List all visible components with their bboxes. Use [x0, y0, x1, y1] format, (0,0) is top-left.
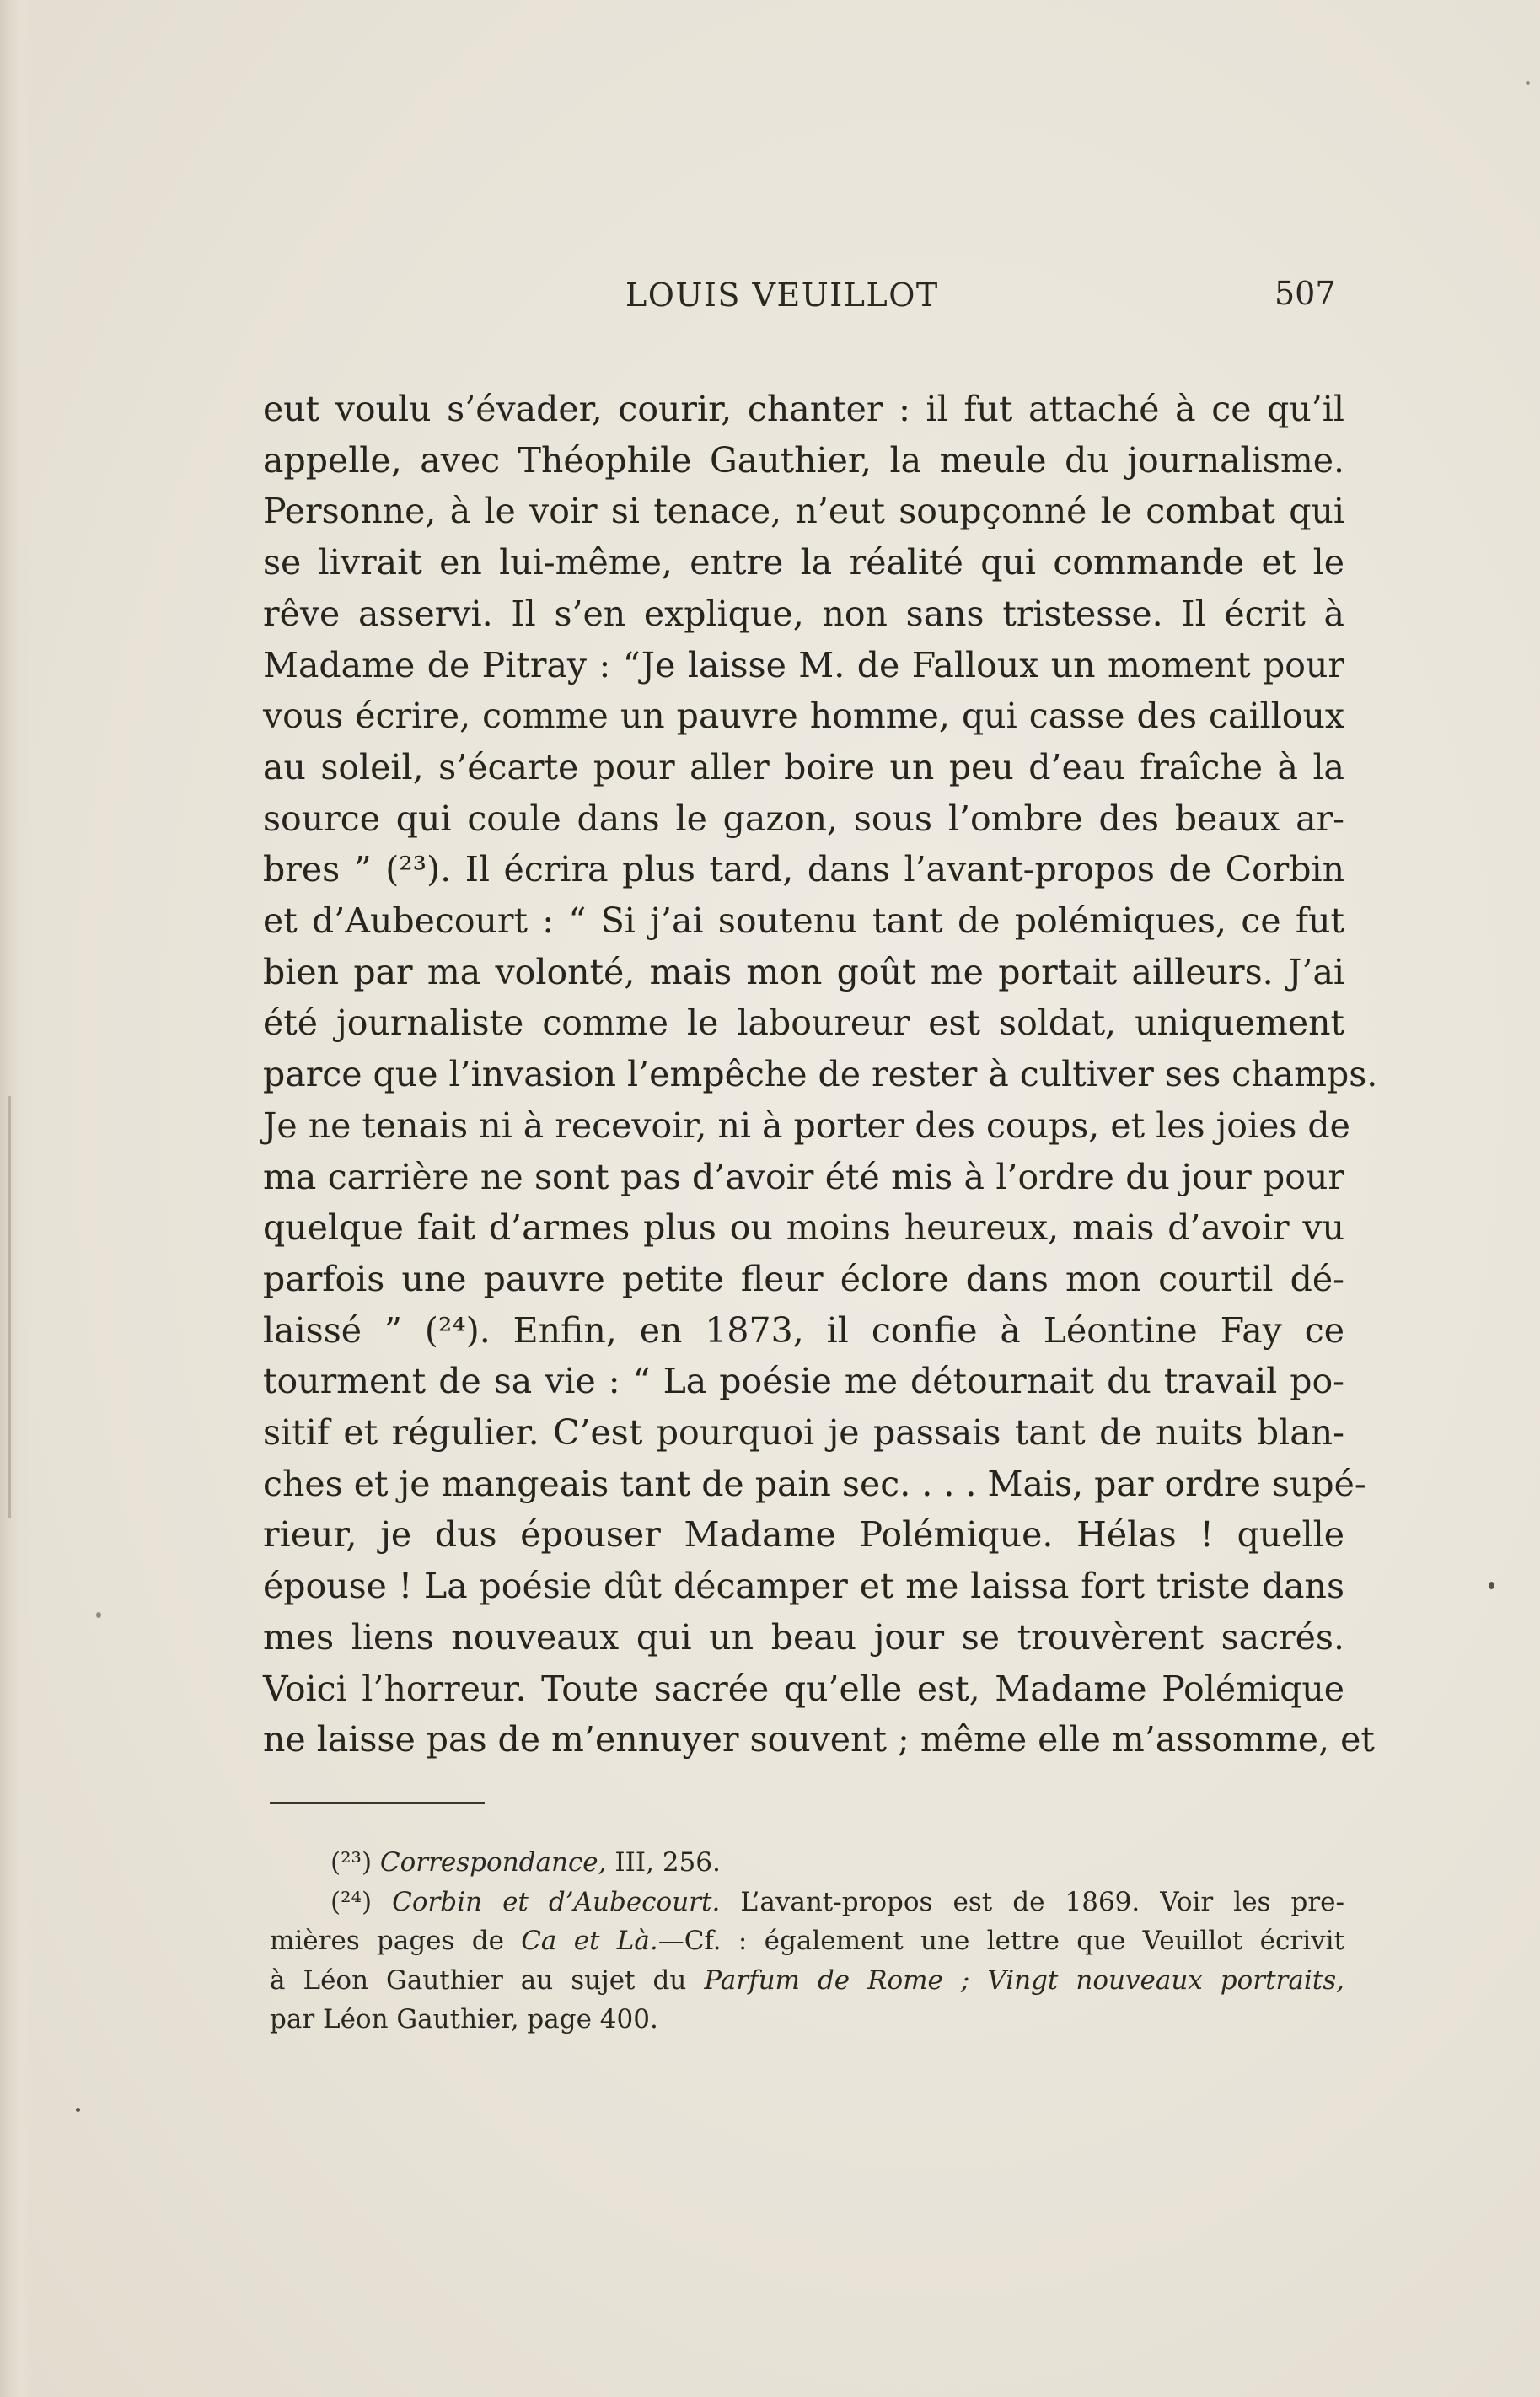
paper-speck: [76, 2108, 80, 2112]
footnote-text: L’avant-propos est de 1869. Voir les pre-: [720, 1886, 1344, 1917]
footnote-24-line: par Léon Gauthier, page 400.: [270, 2004, 658, 2034]
footnote-text: III, 256.: [606, 1847, 721, 1878]
body-line: Personne, à le voir si tenace, n’eut soupçonné le combat qui: [263, 491, 1344, 532]
body-line: eut voulu s’évader, courir, chanter : il fut attaché à ce qu’il: [263, 389, 1344, 429]
body-line: parce que l’invasion l’empêche de rester à cultiver ses champs.: [263, 1054, 1378, 1095]
paper-speck: [96, 1612, 101, 1618]
footnote-24-line: [270, 1921, 1344, 1961]
body-line: et d’Aubecourt : “ Si j’ai soutenu tant de polémiques, ce fut: [263, 900, 1344, 942]
body-line: Voici l’horreur. Toute sacrée qu’elle est, Madame Polémique: [263, 1668, 1344, 1709]
body-line: laissé ” (²⁴). Enfin, en 1873, il confie à Léontine Fay ce: [263, 1309, 1344, 1351]
body-line: ma carrière ne sont pas d’avoir été mis à l’ordre du jour pour: [263, 1156, 1344, 1197]
body-line: au soleil, s’écarte pour aller boire un peu d’eau fraîche à la: [263, 746, 1344, 787]
body-line: épouse ! La poésie dût décamper et me laissa fort triste dans: [263, 1566, 1344, 1607]
body-line: été journaliste comme le laboureur est soldat, uniquement: [263, 1002, 1344, 1044]
body-line: Madame de Pitray : “Je laisse M. de Falloux un moment pour: [263, 644, 1344, 685]
body-line: vous écrire, comme un pauvre homme, qui casse des cailloux: [263, 696, 1344, 737]
footnote-24-line: [270, 1883, 1344, 1922]
body-line: tourment de sa vie : “ La poésie me détournait du travail po-: [263, 1361, 1344, 1402]
footnotes: [270, 1843, 1344, 2040]
body-line: Je ne tenais ni à recevoir, ni à porter des coups, et les joies de: [263, 1104, 1350, 1146]
footnote-text: mières pages de: [270, 1926, 522, 1956]
body-line: appelle, avec Théophile Gauthier, la meule du journalisme.: [263, 439, 1344, 481]
footnote-marker: (²³): [330, 1847, 373, 1878]
footnote-23: [270, 1843, 1344, 1883]
body-line: rieur, je dus épouser Madame Polémique. Hélas ! quelle: [263, 1514, 1344, 1556]
body-line: ne laisse pas de m’ennuyer souvent ; même elle m’assomme, et: [263, 1719, 1375, 1760]
footnote-separator: [270, 1802, 485, 1804]
body-line: quelque fait d’armes plus ou moins heureux, mais d’avoir vu: [263, 1207, 1344, 1249]
body-line: mes liens nouveaux qui un beau jour se trouvèrent sacrés.: [263, 1616, 1344, 1658]
body-line: sitif et régulier. C’est pourquoi je passais tant de nuits blan-: [263, 1412, 1344, 1454]
body-line: bres ” (²³). Il écrira plus tard, dans l’avant-propos de Corbin: [263, 849, 1344, 890]
footnote-text: à Léon Gauthier au sujet du: [270, 1964, 705, 1996]
body-line: ches et je mangeais tant de pain sec. . . . Mais, par ordre supé-: [263, 1463, 1366, 1504]
binding-mark: [8, 1096, 11, 1518]
page-number: 507: [1274, 275, 1336, 312]
footnote-24-line: [270, 1961, 1344, 2001]
body-line: se livrait en lui-même, entre la réalité qui commande et le: [263, 542, 1344, 583]
body-line: parfois une pauvre petite fleur éclore dans mon courtil dé-: [263, 1258, 1344, 1299]
page-gutter-shadow: [0, 0, 34, 2397]
body-line: source qui coule dans le gazon, sous l’ombre des beaux ar-: [263, 798, 1344, 839]
footnote-title: Correspondance,: [379, 1847, 607, 1878]
body-text: [263, 384, 1378, 1766]
footnote-title: Corbin et d’Aubecourt.: [392, 1886, 721, 1917]
running-title: LOUIS VEUILLOT: [625, 277, 939, 314]
paper-speck: [1526, 81, 1530, 85]
footnote-title: Parfum de Rome ; Vingt nouveaux portraits,: [704, 1964, 1344, 1996]
body-line: bien par ma volonté, mais mon goût me portait ailleurs. J’ai: [263, 951, 1344, 992]
body-line: rêve asservi. Il s’en explique, non sans tristesse. Il écrit à: [263, 593, 1344, 634]
footnote-text: —Cf. : également une lettre que Veuillot écrivit: [657, 1926, 1344, 1956]
footnote-title: Ca et Là.: [521, 1926, 658, 1956]
paper-speck: [1489, 1582, 1494, 1589]
footnote-marker: (²⁴): [330, 1886, 373, 1917]
